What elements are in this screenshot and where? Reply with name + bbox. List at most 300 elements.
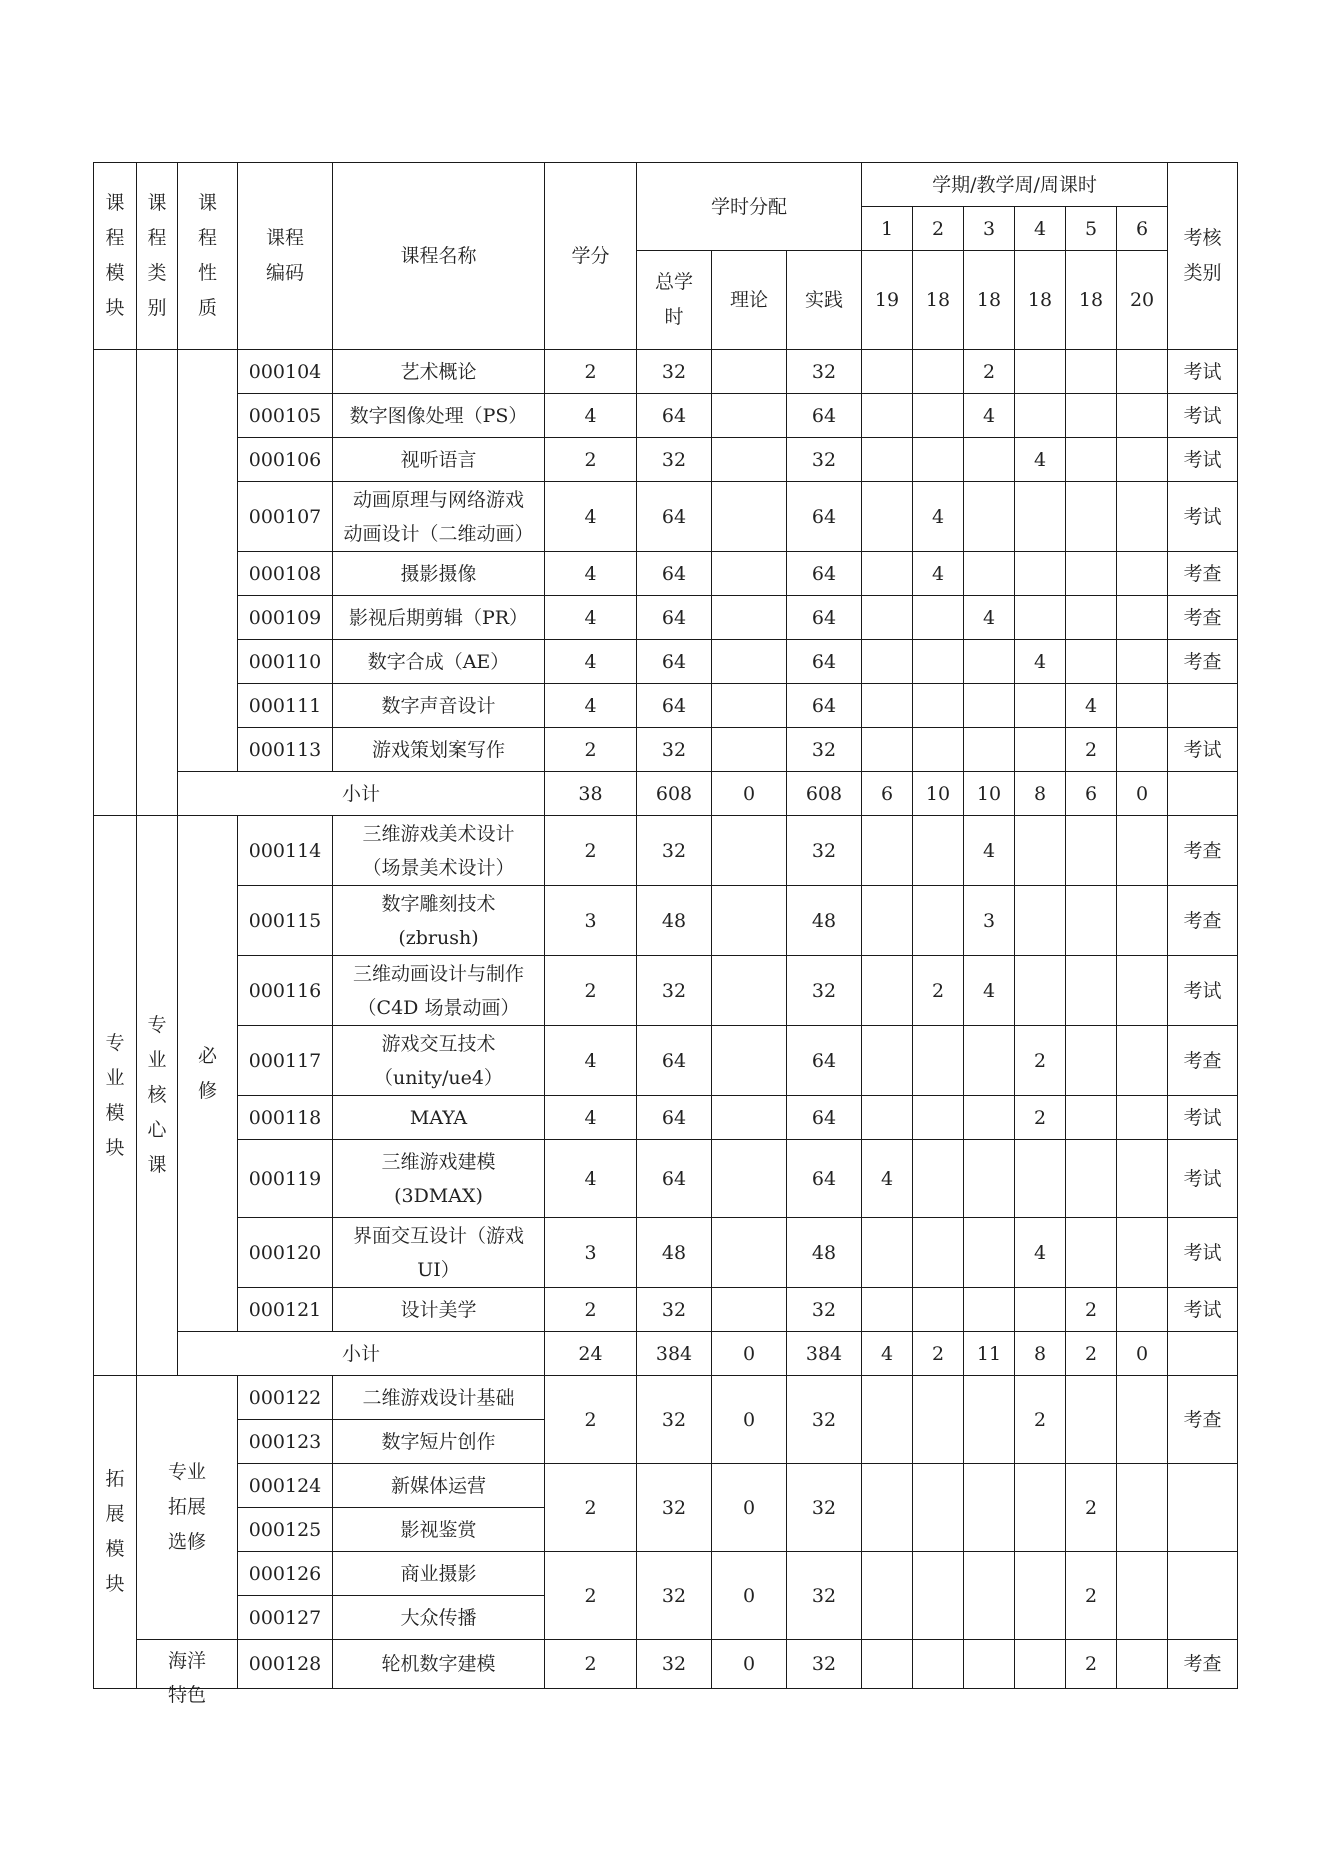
subtotal-semester-6: 0: [1117, 1332, 1168, 1376]
semester-hours-1: [862, 684, 913, 728]
table-row: [94, 1332, 1238, 1376]
header-module: 课 程 模 块: [94, 163, 137, 350]
course-name: 大众传播: [333, 1596, 545, 1640]
course-practice-hours: 64: [787, 1140, 862, 1218]
course-practice-hours: 64: [787, 1096, 862, 1140]
elective-label: 专业 拓展 选修: [137, 1376, 238, 1640]
semester-hours-5: [1066, 1096, 1117, 1140]
semester-hours-1: [862, 1288, 913, 1332]
course-practice-hours: 32: [787, 816, 862, 886]
table-row: [94, 886, 1238, 956]
semester-hours-5: 2: [1066, 728, 1117, 772]
header-practice: 实践: [787, 251, 862, 350]
course-total-hours: 32: [637, 1640, 712, 1689]
table-row: [94, 772, 1238, 816]
course-practice-hours: 32: [787, 728, 862, 772]
course-assessment: 考试: [1168, 1218, 1238, 1288]
course-theory-hours: [712, 596, 787, 640]
semester-hours-4: 2: [1015, 1096, 1066, 1140]
course-credits: 2: [545, 728, 637, 772]
table-row: [94, 1640, 1238, 1689]
semester-hours-4: [1015, 816, 1066, 886]
course-total-hours: 64: [637, 482, 712, 552]
course-code: 000108: [238, 552, 333, 596]
course-total-hours: 32: [637, 438, 712, 482]
group-semester-4: [1015, 1552, 1066, 1640]
course-name: 视听语言: [333, 438, 545, 482]
subtotal-total-hours: 608: [637, 772, 712, 816]
group-practice-hours: 32: [787, 1464, 862, 1552]
semester-hours-4: [1015, 684, 1066, 728]
semester-hours-5: 2: [1066, 1288, 1117, 1332]
semester-hours-1: [862, 438, 913, 482]
semester-hours-5: [1066, 956, 1117, 1026]
course-name: 新媒体运营: [333, 1464, 545, 1508]
table-row: [94, 684, 1238, 728]
semester-hours-5: [1066, 886, 1117, 956]
semester-hours-2: [913, 394, 964, 438]
semester-hours-2: [913, 684, 964, 728]
semester-hours-1: [862, 1026, 913, 1096]
semester-hours-6: [1117, 552, 1168, 596]
course-name: 数字合成（AE）: [333, 640, 545, 684]
course-code: 000124: [238, 1464, 333, 1508]
semester-hours-4: [1015, 956, 1066, 1026]
semester-hours-3: [964, 482, 1015, 552]
group-practice-hours: 32: [787, 1376, 862, 1464]
header-semester-group: 学期/教学周/周课时: [862, 163, 1168, 207]
course-theory-hours: [712, 886, 787, 956]
semester-hours-5: [1066, 816, 1117, 886]
subtotal-semester-5: 6: [1066, 772, 1117, 816]
course-name: 影视后期剪辑（PR）: [333, 596, 545, 640]
section1-nature-cell: [178, 350, 238, 772]
semester-hours-2: [913, 1140, 964, 1218]
course-plan-table: [93, 162, 1238, 1706]
semester-hours-3: [964, 1026, 1015, 1096]
semester-hours-2: [913, 728, 964, 772]
course-credits: 2: [545, 956, 637, 1026]
group-semester-5: 2: [1066, 1464, 1117, 1552]
semester-hours-3: 4: [964, 394, 1015, 438]
course-code: 000123: [238, 1420, 333, 1464]
core-course-label: 专 业 核 心 课: [137, 816, 178, 1376]
group-semester-2: [913, 1552, 964, 1640]
semester-hours-5: [1066, 350, 1117, 394]
course-assessment: 考查: [1168, 816, 1238, 886]
group-semester-1: [862, 1552, 913, 1640]
course-name: 数字短片创作: [333, 1420, 545, 1464]
subtotal-label: 小计: [178, 1332, 545, 1376]
semester-hours-4: [1015, 596, 1066, 640]
course-name: 艺术概论: [333, 350, 545, 394]
header-weeks-4: 18: [1015, 251, 1066, 350]
semester-hours-2: [913, 1096, 964, 1140]
course-code: 000107: [238, 482, 333, 552]
course-assessment: 考试: [1168, 1096, 1238, 1140]
course-theory-hours: [712, 394, 787, 438]
header-hours-group: 学时分配: [637, 163, 862, 251]
table-row: [94, 482, 1238, 552]
header-semester-4: 4: [1015, 207, 1066, 251]
course-total-hours: 64: [637, 394, 712, 438]
table-row: [94, 350, 1238, 394]
table-row: [94, 1096, 1238, 1140]
course-credits: 4: [545, 1096, 637, 1140]
subtotal-practice-hours: 384: [787, 1332, 862, 1376]
header-assessment: 考核 类别: [1168, 163, 1238, 350]
course-practice-hours: 48: [787, 886, 862, 956]
table-row: [94, 1376, 1238, 1420]
semester-hours-4: 4: [1015, 438, 1066, 482]
semester-hours-2: [913, 1218, 964, 1288]
course-assessment: 考试: [1168, 1288, 1238, 1332]
course-assessment: 考试: [1168, 956, 1238, 1026]
semester-hours-4: [1015, 1140, 1066, 1218]
course-assessment: 考试: [1168, 482, 1238, 552]
course-practice-hours: 64: [787, 1026, 862, 1096]
semester-hours-2: [913, 1640, 964, 1689]
semester-hours-1: [862, 596, 913, 640]
course-theory-hours: [712, 1096, 787, 1140]
course-total-hours: 48: [637, 886, 712, 956]
group-semester-6: [1117, 1464, 1168, 1552]
semester-hours-5: 4: [1066, 684, 1117, 728]
subtotal-theory-hours: 0: [712, 772, 787, 816]
group-semester-6: [1117, 1552, 1168, 1640]
semester-hours-5: [1066, 552, 1117, 596]
semester-hours-5: [1066, 482, 1117, 552]
course-theory-hours: [712, 1218, 787, 1288]
semester-hours-5: [1066, 596, 1117, 640]
course-name: 数字雕刻技术 (zbrush): [333, 886, 545, 956]
course-theory-hours: [712, 350, 787, 394]
semester-hours-6: [1117, 816, 1168, 886]
course-credits: 3: [545, 886, 637, 956]
semester-hours-3: [964, 1640, 1015, 1689]
semester-hours-4: [1015, 728, 1066, 772]
header-theory: 理论: [712, 251, 787, 350]
course-practice-hours: 64: [787, 684, 862, 728]
course-theory-hours: 0: [712, 1640, 787, 1689]
semester-hours-1: 4: [862, 1140, 913, 1218]
semester-hours-3: [964, 552, 1015, 596]
semester-hours-2: [913, 350, 964, 394]
course-total-hours: 32: [637, 350, 712, 394]
group-total-hours: 32: [637, 1552, 712, 1640]
section1-module-cell: [94, 350, 137, 816]
course-theory-hours: [712, 552, 787, 596]
header-semester-6: 6: [1117, 207, 1168, 251]
ocean-label: [137, 1640, 238, 1706]
course-practice-hours: 32: [787, 1288, 862, 1332]
course-name: 影视鉴赏: [333, 1508, 545, 1552]
course-credits: 2: [545, 438, 637, 482]
group-semester-4: [1015, 1464, 1066, 1552]
semester-hours-6: [1117, 596, 1168, 640]
table-row: [94, 1026, 1238, 1096]
table-row: [94, 552, 1238, 596]
semester-hours-2: [913, 886, 964, 956]
semester-hours-6: [1117, 640, 1168, 684]
course-assessment: [1168, 684, 1238, 728]
course-name: 设计美学: [333, 1288, 545, 1332]
course-total-hours: 64: [637, 1026, 712, 1096]
course-credits: 2: [545, 816, 637, 886]
semester-hours-6: [1117, 350, 1168, 394]
semester-hours-5: 2: [1066, 1640, 1117, 1689]
course-practice-hours: 64: [787, 552, 862, 596]
course-name: 摄影摄像: [333, 552, 545, 596]
course-name: 商业摄影: [333, 1552, 545, 1596]
course-assessment: 考查: [1168, 552, 1238, 596]
course-total-hours: 32: [637, 956, 712, 1026]
course-name: 三维游戏美术设计 （场景美术设计）: [333, 816, 545, 886]
group-semester-6: [1117, 1376, 1168, 1464]
semester-hours-3: [964, 438, 1015, 482]
course-total-hours: 48: [637, 1218, 712, 1288]
course-practice-hours: 64: [787, 596, 862, 640]
table-row: [94, 816, 1238, 886]
course-theory-hours: [712, 1288, 787, 1332]
semester-hours-3: 2: [964, 350, 1015, 394]
subtotal-semester-2: 2: [913, 1332, 964, 1376]
course-assessment: 考试: [1168, 394, 1238, 438]
subtotal-credits: 24: [545, 1332, 637, 1376]
semester-hours-6: [1117, 728, 1168, 772]
semester-hours-6: [1117, 1218, 1168, 1288]
course-practice-hours: 64: [787, 394, 862, 438]
course-practice-hours: 64: [787, 482, 862, 552]
semester-hours-1: [862, 482, 913, 552]
semester-hours-1: [862, 1218, 913, 1288]
course-total-hours: 64: [637, 684, 712, 728]
header-weeks-6: 20: [1117, 251, 1168, 350]
semester-hours-5: [1066, 394, 1117, 438]
subtotal-semester-2: 10: [913, 772, 964, 816]
semester-hours-3: [964, 684, 1015, 728]
course-theory-hours: [712, 684, 787, 728]
table-row: [94, 1140, 1238, 1218]
course-code: 000114: [238, 816, 333, 886]
group-semester-2: [913, 1464, 964, 1552]
semester-hours-2: 4: [913, 482, 964, 552]
course-practice-hours: 32: [787, 350, 862, 394]
course-credits: 4: [545, 482, 637, 552]
course-code: 000119: [238, 1140, 333, 1218]
table-row: [94, 1552, 1238, 1596]
subtotal-semester-5: 2: [1066, 1332, 1117, 1376]
group-total-hours: 32: [637, 1464, 712, 1552]
subtotal-semester-4: 8: [1015, 772, 1066, 816]
header-total-hours: 总学 时: [637, 251, 712, 350]
course-total-hours: 64: [637, 640, 712, 684]
group-total-hours: 32: [637, 1376, 712, 1464]
group-assessment: [1168, 1552, 1238, 1640]
semester-hours-6: [1117, 1026, 1168, 1096]
course-practice-hours: 32: [787, 956, 862, 1026]
course-practice-hours: 48: [787, 1218, 862, 1288]
semester-hours-6: [1117, 1140, 1168, 1218]
semester-hours-1: [862, 394, 913, 438]
course-assessment: 考查: [1168, 640, 1238, 684]
subtotal-semester-3: 11: [964, 1332, 1015, 1376]
course-credits: 4: [545, 1140, 637, 1218]
semester-hours-1: [862, 552, 913, 596]
course-name: 动画原理与网络游戏 动画设计（二维动画）: [333, 482, 545, 552]
course-theory-hours: [712, 482, 787, 552]
subtotal-total-hours: 384: [637, 1332, 712, 1376]
group-semester-1: [862, 1376, 913, 1464]
semester-hours-3: 3: [964, 886, 1015, 956]
course-credits: 2: [545, 1640, 637, 1689]
course-total-hours: 32: [637, 816, 712, 886]
semester-hours-4: [1015, 1288, 1066, 1332]
course-name: 游戏交互技术 （unity/ue4）: [333, 1026, 545, 1096]
semester-hours-6: [1117, 956, 1168, 1026]
semester-hours-6: [1117, 482, 1168, 552]
group-semester-2: [913, 1376, 964, 1464]
group-semester-4: 2: [1015, 1376, 1066, 1464]
semester-hours-3: [964, 1288, 1015, 1332]
semester-hours-5: [1066, 640, 1117, 684]
group-practice-hours: 32: [787, 1552, 862, 1640]
course-theory-hours: [712, 438, 787, 482]
course-total-hours: 64: [637, 596, 712, 640]
semester-hours-2: [913, 1026, 964, 1096]
course-credits: 4: [545, 1026, 637, 1096]
course-code: 000105: [238, 394, 333, 438]
group-semester-3: [964, 1376, 1015, 1464]
semester-hours-4: [1015, 1640, 1066, 1689]
semester-hours-3: 4: [964, 956, 1015, 1026]
semester-hours-6: [1117, 394, 1168, 438]
subtotal-practice-hours: 608: [787, 772, 862, 816]
course-credits: 2: [545, 350, 637, 394]
semester-hours-3: [964, 1218, 1015, 1288]
semester-hours-1: [862, 956, 913, 1026]
course-assessment: 考查: [1168, 596, 1238, 640]
course-credits: 4: [545, 640, 637, 684]
course-code: 000125: [238, 1508, 333, 1552]
semester-hours-5: [1066, 1140, 1117, 1218]
semester-hours-2: [913, 438, 964, 482]
subtotal-semester-6: 0: [1117, 772, 1168, 816]
subtotal-semester-4: 8: [1015, 1332, 1066, 1376]
course-total-hours: 64: [637, 552, 712, 596]
course-code: 000113: [238, 728, 333, 772]
subtotal-semester-1: 4: [862, 1332, 913, 1376]
semester-hours-2: [913, 1288, 964, 1332]
header-weeks-5: 18: [1066, 251, 1117, 350]
course-credits: 2: [545, 1288, 637, 1332]
header-category: 课 程 类 别: [137, 163, 178, 350]
table-row: [94, 438, 1238, 482]
semester-hours-4: 4: [1015, 1218, 1066, 1288]
semester-hours-4: 2: [1015, 1026, 1066, 1096]
group-assessment: 考查: [1168, 1376, 1238, 1464]
course-assessment: 考查: [1168, 886, 1238, 956]
course-name: 二维游戏设计基础: [333, 1376, 545, 1420]
subtotal-theory-hours: 0: [712, 1332, 787, 1376]
course-name: 三维游戏建模 (3DMAX): [333, 1140, 545, 1218]
group-credits: 2: [545, 1376, 637, 1464]
course-code: 000111: [238, 684, 333, 728]
course-name: 游戏策划案写作: [333, 728, 545, 772]
semester-hours-3: [964, 728, 1015, 772]
course-total-hours: 64: [637, 1096, 712, 1140]
header-semester-2: 2: [913, 207, 964, 251]
semester-hours-6: [1117, 886, 1168, 956]
group-credits: 2: [545, 1552, 637, 1640]
course-theory-hours: [712, 640, 787, 684]
group-semester-5: 2: [1066, 1552, 1117, 1640]
semester-hours-5: [1066, 438, 1117, 482]
course-code: 000106: [238, 438, 333, 482]
subtotal-semester-3: 10: [964, 772, 1015, 816]
course-assessment: 考查: [1168, 1640, 1238, 1689]
table-row: [94, 394, 1238, 438]
semester-hours-3: 4: [964, 816, 1015, 886]
course-name: 界面交互设计（游戏 UI）: [333, 1218, 545, 1288]
semester-hours-1: [862, 1096, 913, 1140]
course-assessment: 考试: [1168, 350, 1238, 394]
semester-hours-4: [1015, 886, 1066, 956]
header-name: 课程名称: [333, 163, 545, 350]
semester-hours-2: [913, 640, 964, 684]
course-theory-hours: [712, 956, 787, 1026]
table-row: [94, 596, 1238, 640]
semester-hours-6: [1117, 1288, 1168, 1332]
semester-hours-2: [913, 596, 964, 640]
header-nature: 课 程 性 质: [178, 163, 238, 350]
group-semester-5: [1066, 1376, 1117, 1464]
course-theory-hours: [712, 816, 787, 886]
semester-hours-5: [1066, 1218, 1117, 1288]
course-credits: 4: [545, 394, 637, 438]
course-code: 000127: [238, 1596, 333, 1640]
table-row: [94, 163, 1238, 207]
semester-hours-3: [964, 1140, 1015, 1218]
semester-hours-3: [964, 1096, 1015, 1140]
semester-hours-4: [1015, 350, 1066, 394]
course-practice-hours: 32: [787, 1640, 862, 1689]
header-semester-3: 3: [964, 207, 1015, 251]
subtotal-credits: 38: [545, 772, 637, 816]
subtotal-label: 小计: [178, 772, 545, 816]
group-theory-hours: 0: [712, 1376, 787, 1464]
course-assessment: 考试: [1168, 1140, 1238, 1218]
ocean-label-text: 海洋 特色: [167, 1650, 206, 1706]
course-credits: 4: [545, 684, 637, 728]
course-theory-hours: [712, 1140, 787, 1218]
semester-hours-6: [1117, 1096, 1168, 1140]
course-assessment: 考查: [1168, 1026, 1238, 1096]
course-code: 000128: [238, 1640, 333, 1689]
semester-hours-1: [862, 816, 913, 886]
table-row: [94, 640, 1238, 684]
semester-hours-3: [964, 640, 1015, 684]
course-credits: 3: [545, 1218, 637, 1288]
course-credits: 4: [545, 552, 637, 596]
course-theory-hours: [712, 1026, 787, 1096]
semester-hours-1: [862, 1640, 913, 1689]
header-code: 课程 编码: [238, 163, 333, 350]
major-module-label: 专 业 模 块: [94, 816, 137, 1376]
course-practice-hours: 64: [787, 640, 862, 684]
table-row: [94, 956, 1238, 1026]
course-practice-hours: 32: [787, 438, 862, 482]
